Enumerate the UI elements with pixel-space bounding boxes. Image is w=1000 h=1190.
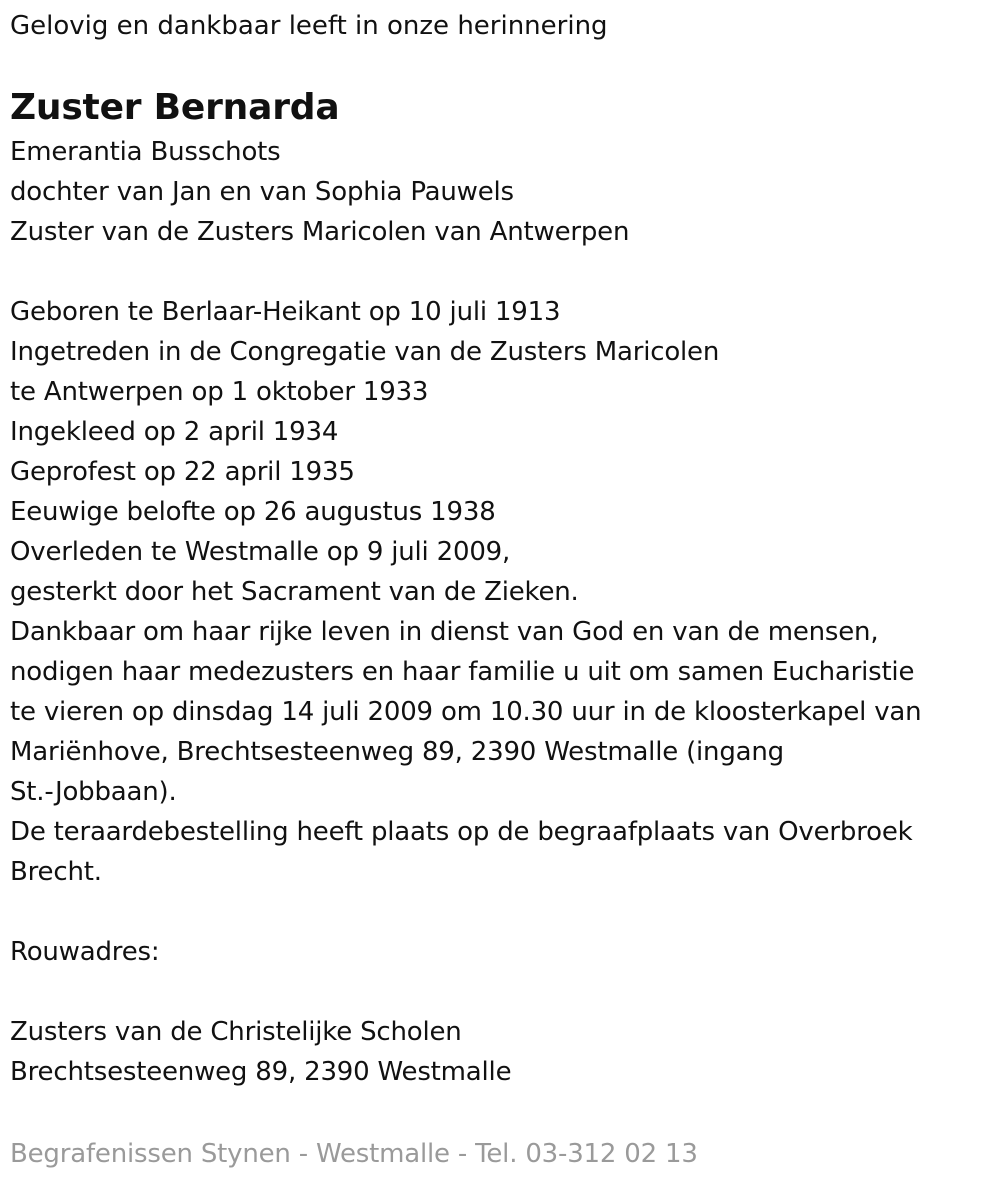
spacer	[10, 252, 990, 292]
body-line: De teraardebestelling heeft plaats op de begraafplaats van Overbroek	[10, 817, 913, 847]
body-line: Ingetreden in de Congregatie van de Zusters Maricolen	[10, 337, 720, 367]
mourning-address-block	[10, 1012, 990, 1092]
religious-name-line: Emerantia Busschots	[10, 137, 281, 167]
body-line: te vieren op dinsdag 14 juli 2009 om 10.30 uur in de kloosterkapel van	[10, 697, 922, 727]
body-line: Dankbaar om haar rijke leven in dienst van God en van de mensen,	[10, 617, 879, 647]
body-line: Brecht.	[10, 857, 102, 887]
body-line: Overleden te Westmalle op 9 juli 2009,	[10, 537, 511, 567]
spacer	[10, 972, 990, 1012]
body-line: St.-Jobbaan).	[10, 777, 177, 807]
address-line: Zusters van de Christelijke Scholen	[10, 1017, 462, 1047]
obituary-notice	[10, 6, 990, 1092]
intro-line: Gelovig en dankbaar leeft in onze herinnering	[10, 11, 608, 41]
body-line: Eeuwige belofte op 26 augustus 1938	[10, 497, 496, 527]
congregation-line: Zuster van de Zusters Maricolen van Antwerpen	[10, 217, 630, 247]
address-line: Brechtsesteenweg 89, 2390 Westmalle	[10, 1057, 512, 1087]
body-line: te Antwerpen op 1 oktober 1933	[10, 377, 429, 407]
parents-line: dochter van Jan en van Sophia Pauwels	[10, 177, 514, 207]
body-line: Geprofest op 22 april 1935	[10, 457, 355, 487]
body-line: Geboren te Berlaar-Heikant op 10 juli 1913	[10, 297, 561, 327]
body-line: Mariënhove, Brechtsesteenweg 89, 2390 Westmalle (ingang	[10, 737, 784, 767]
life-details-block	[10, 292, 990, 892]
spacer	[10, 892, 990, 932]
body-line: gesterkt door het Sacrament van de Zieken.	[10, 577, 579, 607]
body-line: nodigen haar medezusters en haar familie u uit om samen Eucharistie	[10, 657, 915, 687]
body-line: Ingekleed op 2 april 1934	[10, 417, 339, 447]
deceased-name: Zuster Bernarda	[10, 87, 340, 128]
identity-block	[10, 132, 990, 252]
mourning-address-label: Rouwadres:	[10, 937, 160, 967]
funeral-home-footer: Begrafenissen Stynen - Westmalle - Tel. 03-312 02 13	[10, 1139, 698, 1169]
